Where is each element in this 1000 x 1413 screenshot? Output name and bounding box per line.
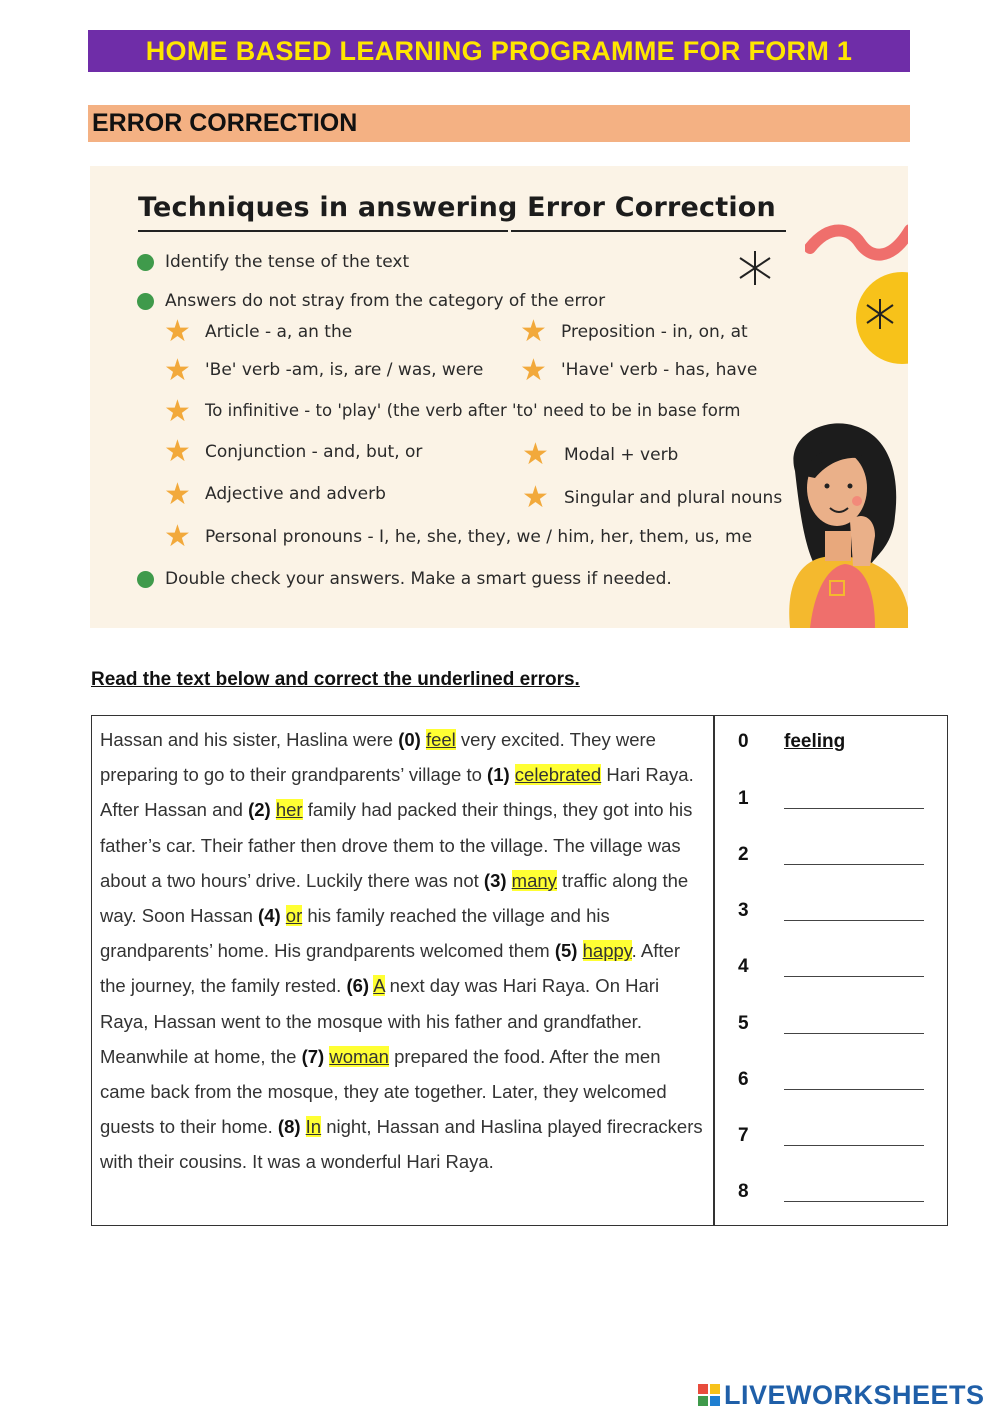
category-text: Article - a, an the [205,322,353,342]
star-icon: ★ [520,315,547,348]
answer-number: 3 [738,900,749,921]
passage-segment: family had packed their things, they got into his father’s car. Their father then drove them to the village. The village was about a two hours’ drive. Luckily there was not [100,799,693,891]
error-word: her [275,799,303,821]
passage-segment: very excited. They were preparing to go to their grandparents’ village to [100,729,656,786]
star-icon: ★ [164,520,191,553]
bullet-dot [137,254,154,271]
passage-segment: prepared the food. After the men came back from the mosque, they ate together. Later, they welcomed guests to their home. [100,1045,667,1138]
tip-text: Double check your answers. Make a smart guess if needed. [165,569,672,589]
question-number: (0) [398,729,421,750]
passage-segment: . After the journey, the family rested. [100,940,680,997]
error-word: feel [425,729,456,750]
error-word: happy [582,940,632,962]
answer-number: 2 [738,844,749,865]
card-title-part2: Error Correction [527,192,776,223]
logo-icon [698,1384,720,1406]
card-title-part1: Techniques in answering [138,192,518,223]
question-number: (8) [277,1116,301,1138]
question-number: (3) [483,869,507,891]
error-word: In [305,1116,322,1138]
answer-example: feeling [784,731,846,752]
passage-text [100,722,704,1180]
passage-segment: night, Hassan and Haslina played firecrackers with their cousins. It was a wonderful Hari Raya. [100,1116,703,1173]
category-text: Conjunction - and, but, or [205,442,423,462]
passage-segment: traffic along the way. Soon Hassan [100,869,689,927]
category-text: 'Have' verb - has, have [561,360,758,380]
category-text: 'Be' verb -am, is, are / was, were [205,360,484,380]
question-number: (1) [487,764,510,786]
brand-name: LIVEWORKSHEETS [724,1379,985,1410]
answer-field-4[interactable] [784,976,924,977]
question-number: (7) [301,1045,325,1067]
category-text: Singular and plural nouns [564,488,783,508]
category-text: Personal pronouns - I, he, she, they, we / him, her, them, us, me [205,527,753,547]
squiggle-decoration [805,218,908,268]
answer-field-5[interactable] [784,1033,924,1034]
answer-field-6[interactable] [784,1089,924,1090]
instruction: Read the text below and correct the underlined errors. [91,669,580,690]
category-text: Modal + verb [564,445,679,465]
tip-text: Answers do not stray from the category of the error [165,291,606,311]
error-word: many [511,869,557,891]
column-divider [713,716,715,1225]
answer-field-3[interactable] [784,920,924,921]
sparkle-icon [862,296,898,332]
girl-illustration [775,416,908,628]
question-number: (6) [346,975,370,997]
title-underline [138,230,508,232]
answer-number: 4 [738,956,749,977]
sparkle-icon [735,248,775,288]
answer-field-1[interactable] [784,808,924,809]
star-icon: ★ [164,435,191,468]
techniques-card [90,166,908,628]
star-icon: ★ [520,354,547,387]
answer-number: 0 [738,731,749,752]
question-number: (5) [554,940,578,962]
star-icon: ★ [164,354,191,387]
question-number: (4) [258,905,281,927]
category-text: To infinitive - to 'play' (the verb after 'to' need to be in base form [205,401,741,420]
answer-field-2[interactable] [784,864,924,865]
brand-logo[interactable] [698,1378,985,1412]
error-word: celebrated [514,764,602,786]
passage-segment: his family reached the village and his grandparents’ home. His grandparents welcomed them [100,905,610,962]
answer-number: 6 [738,1069,749,1090]
answer-number: 8 [738,1181,749,1202]
answer-field-7[interactable] [784,1145,924,1146]
error-word: woman [329,1045,389,1067]
answer-number: 7 [738,1125,749,1146]
category-text: Preposition - in, on, at [561,322,748,342]
bullet-dot [137,571,154,588]
passage-segment: next day was Hari Raya. On Hari Raya, Hassan went to the mosque with his father and grandfather. Meanwhile at home, the [100,975,660,1067]
bullet-dot [137,293,154,310]
star-icon: ★ [164,395,191,428]
star-icon: ★ [164,315,191,348]
star-icon: ★ [164,478,191,511]
answer-field-8[interactable] [784,1201,924,1202]
tip-text: Identify the tense of the text [165,252,410,272]
answer-number: 1 [738,788,749,809]
card-title [138,192,776,223]
star-icon: ★ [522,481,549,514]
question-number: (2) [248,799,271,821]
passage-segment: Hassan and his sister, Haslina were [100,729,399,750]
answer-number: 5 [738,1013,749,1034]
error-word: A [373,975,385,997]
category-text: Adjective and adverb [205,484,386,504]
exercise-table [91,715,948,1226]
error-word: or [285,905,303,927]
passage-segment: Hari Raya. After Hassan and [100,764,694,821]
section-title: ERROR CORRECTION [88,105,910,142]
page-banner: HOME BASED LEARNING PROGRAMME FOR FORM 1 [88,30,910,72]
star-icon: ★ [522,438,549,471]
title-underline [511,230,786,232]
